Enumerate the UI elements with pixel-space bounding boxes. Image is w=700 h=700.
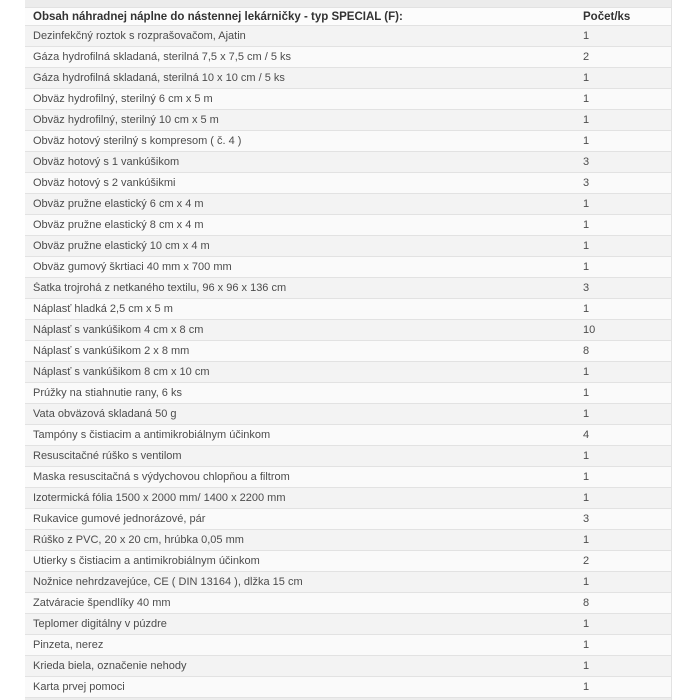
table-row xyxy=(25,404,671,425)
item-qty: 1 xyxy=(583,240,590,252)
item-qty: 8 xyxy=(583,345,590,357)
item-qty: 1 xyxy=(583,492,590,504)
table-body xyxy=(25,26,671,698)
item-qty: 1 xyxy=(583,639,590,651)
table-header-qty-label: Počet/ks xyxy=(583,10,631,23)
table-row xyxy=(25,47,671,68)
item-name: Prúžky na stiahnutie rany, 6 ks xyxy=(33,387,182,399)
item-qty: 1 xyxy=(583,366,590,378)
table-row xyxy=(25,152,671,173)
item-qty: 3 xyxy=(583,177,590,189)
item-qty: 1 xyxy=(583,72,590,84)
item-qty: 1 xyxy=(583,114,590,126)
table-row xyxy=(25,656,671,677)
item-qty: 1 xyxy=(583,450,590,462)
item-name: Utierky s čistiacim a antimikrobiálnym účinkom xyxy=(33,555,260,567)
item-qty: 3 xyxy=(583,513,590,525)
table-row xyxy=(25,89,671,110)
item-name: Obväz hotový s 1 vankúšikom xyxy=(33,156,180,168)
item-name: Rúško z PVC, 20 x 20 cm, hrúbka 0,05 mm xyxy=(33,534,244,546)
table-row xyxy=(25,635,671,656)
table-row xyxy=(25,110,671,131)
item-qty: 1 xyxy=(583,387,590,399)
item-name: Obväz pružne elastický 6 cm x 4 m xyxy=(33,198,204,210)
item-qty: 2 xyxy=(583,555,590,567)
table-row xyxy=(25,68,671,89)
item-name: Obväz hydrofilný, sterilný 10 cm x 5 m xyxy=(33,114,219,126)
table-row xyxy=(25,236,671,257)
table-row xyxy=(25,320,671,341)
table-row xyxy=(25,362,671,383)
table-row xyxy=(25,173,671,194)
item-qty: 1 xyxy=(583,471,590,483)
first-aid-refill-table xyxy=(25,0,672,700)
item-name: Zatváracie špendlíky 40 mm xyxy=(33,597,171,609)
item-name: Náplasť s vankúšikom 2 x 8 mm xyxy=(33,345,190,357)
table-row xyxy=(25,593,671,614)
item-name: Pinzeta, nerez xyxy=(33,639,104,651)
item-name: Izotermická fólia 1500 x 2000 mm/ 1400 x 2200 mm xyxy=(33,492,286,504)
table-header-row xyxy=(25,8,671,26)
item-qty: 1 xyxy=(583,576,590,588)
item-name: Obväz hydrofilný, sterilný 6 cm x 5 m xyxy=(33,93,213,105)
item-qty: 4 xyxy=(583,429,590,441)
item-qty: 1 xyxy=(583,219,590,231)
item-qty: 1 xyxy=(583,30,590,42)
item-name: Obväz pružne elastický 8 cm x 4 m xyxy=(33,219,204,231)
item-name: Krieda biela, označenie nehody xyxy=(33,660,187,672)
item-qty: 3 xyxy=(583,282,590,294)
table-row xyxy=(25,299,671,320)
item-qty: 1 xyxy=(583,261,590,273)
item-qty: 1 xyxy=(583,408,590,420)
table-row xyxy=(25,341,671,362)
table-row xyxy=(25,215,671,236)
item-name: Vata obväzová skladaná 50 g xyxy=(33,408,177,420)
item-qty: 1 xyxy=(583,618,590,630)
item-name: Resuscitačné rúško s ventilom xyxy=(33,450,182,462)
item-name: Obväz pružne elastický 10 cm x 4 m xyxy=(33,240,210,252)
item-qty: 2 xyxy=(583,51,590,63)
table-row xyxy=(25,614,671,635)
table-row xyxy=(25,278,671,299)
item-name: Gáza hydrofilná skladaná, sterilná 10 x 10 cm / 5 ks xyxy=(33,72,285,84)
table-row xyxy=(25,131,671,152)
item-qty: 1 xyxy=(583,681,590,693)
item-qty: 1 xyxy=(583,135,590,147)
table-row xyxy=(25,551,671,572)
item-name: Náplasť hladká 2,5 cm x 5 m xyxy=(33,303,173,315)
item-qty: 1 xyxy=(583,198,590,210)
table-row xyxy=(25,530,671,551)
table-row xyxy=(25,257,671,278)
item-name: Maska resuscitačná s výdychovou chlopňou a filtrom xyxy=(33,471,290,483)
table-row xyxy=(25,572,671,593)
item-name: Karta prvej pomoci xyxy=(33,681,125,693)
table-row xyxy=(25,194,671,215)
table-header-title: Obsah náhradnej náplne do nástennej lekárničky - typ ŠPECIAL (F): xyxy=(33,10,403,23)
table-row xyxy=(25,383,671,404)
item-qty: 8 xyxy=(583,597,590,609)
item-name: Šatka trojrohá z netkaného textilu, 96 x 96 x 136 cm xyxy=(33,282,287,294)
item-name: Teplomer digitálny v púzdre xyxy=(33,618,167,630)
table-row xyxy=(25,446,671,467)
item-name: Nožnice nehrdzavejúce, CE ( DIN 13164 ), dĺžka 15 cm xyxy=(33,576,303,588)
item-name: Gáza hydrofilná skladaná, sterilná 7,5 x 7,5 cm / 5 ks xyxy=(33,51,292,63)
table-row xyxy=(25,509,671,530)
table-row xyxy=(25,26,671,47)
table-row xyxy=(25,467,671,488)
item-name: Obväz hotový sterilný s kompresom ( č. 4 ) xyxy=(33,135,242,147)
top-row-remnant xyxy=(25,0,671,8)
table-row xyxy=(25,425,671,446)
item-name: Obväz hotový s 2 vankúšikmi xyxy=(33,177,176,189)
item-name: Náplasť s vankúšikom 8 cm x 10 cm xyxy=(33,366,210,378)
item-qty: 10 xyxy=(583,324,596,336)
item-name: Dezinfekčný roztok s rozprašovačom, Ajatin xyxy=(33,30,246,42)
item-qty: 1 xyxy=(583,534,590,546)
item-qty: 3 xyxy=(583,156,590,168)
table-row xyxy=(25,677,671,698)
item-name: Obväz gumový škrtiaci 40 mm x 700 mm xyxy=(33,261,232,273)
item-name: Tampóny s čistiacim a antimikrobiálnym účinkom xyxy=(33,429,271,441)
table-row xyxy=(25,488,671,509)
item-qty: 1 xyxy=(583,660,590,672)
item-name: Rukavice gumové jednorázové, pár xyxy=(33,513,206,525)
item-name: Náplasť s vankúšikom 4 cm x 8 cm xyxy=(33,324,204,336)
item-qty: 1 xyxy=(583,93,590,105)
item-qty: 1 xyxy=(583,303,590,315)
